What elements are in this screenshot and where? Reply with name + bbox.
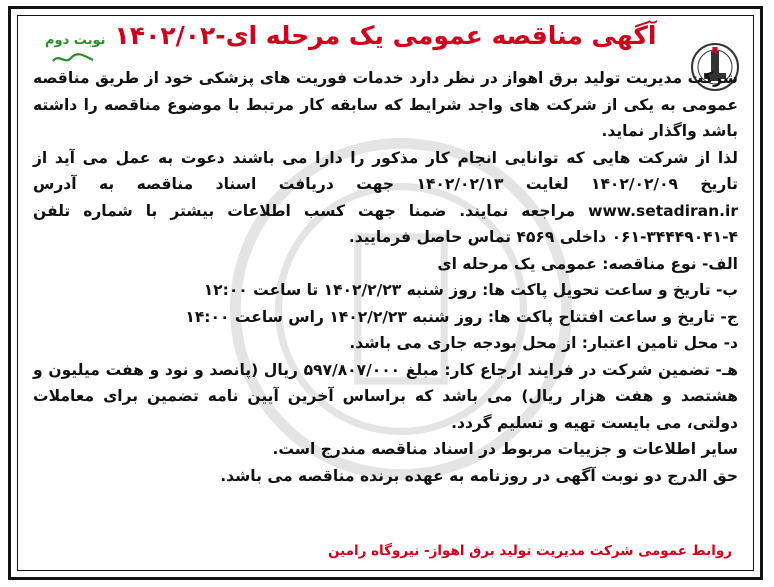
notice-header <box>11 19 760 65</box>
paragraph-intro: شرکت مدیریت تولید برق اهواز در نظر دارد خدمات فوریت های پزشکی خود از طریق مناقصه عمومی به یکی از شرکت های واجد شرایط که سابقه کار مرتبط با موضوع مناقصه را داشته باشد واگذار نماید. <box>33 69 738 140</box>
paragraph-other-info: سایر اطلاعات و جزییات مربوط در اسناد مناقصه مندرج است. <box>272 440 738 458</box>
green-swirl-icon <box>51 53 95 65</box>
public-relations-signature: روابط عمومی شرکت مدیریت تولید برق اهواز- نیروگاه رامین <box>327 543 732 559</box>
item-delivery-time: ب- تاریخ و ساعت تحویل پاکت ها: روز شنبه ۱۴۰۲/۲/۲۳ تا ساعت ۱۲:۰۰ <box>203 281 738 299</box>
round-label: نوبت دوم <box>45 33 106 48</box>
item-tender-type: الف- نوع مناقصه: عمومی یک مرحله ای <box>437 254 738 273</box>
paragraph-invitation: لذا از شرکت هایی که توانایی انجام کار مذکور را دارا می باشند دعوت به عمل می آید از تاریخ ۱۴۰۲/۰۲/۰۹ لغایت ۱۴۰۲/۰۲/۱۳ جهت دریافت اسناد مناقصه به آدرس www.setadiran.ir مراجعه نمایند. ضمنا جهت کسب اطلاعات بیشتر با شماره تلفن ۴-۳۴۴۴۹۰۴۱-۰۶۱ داخلی ۴۵۶۹ تماس حاصل فرمایید. <box>33 148 738 246</box>
item-funding-source: د- محل تامین اعتبار: از محل بودجه جاری می باشد. <box>349 334 738 352</box>
notice-title: آگهی مناقصه عمومی یک مرحله ای-۱۴۰۲/۰۲ <box>114 21 657 50</box>
item-guarantee: هـ- تضمین شرکت در فرایند ارجاع کار: مبلغ ۵۹۷/۸۰۷/۰۰۰ ریال (پانصد و نود و هفت میلیون و هشتصد و هفت هزار ریال) می باشد که براساس آخرین آیین نامه تضمین برای معاملات دولتی، می بایست تهیه و تسلیم گردد. <box>33 360 738 432</box>
item-opening-time: ج- تاریخ و ساعت افتتاح پاکت ها: روز شنبه ۱۴۰۲/۲/۲۳ راس ساعت ۱۴:۰۰ <box>185 307 738 326</box>
notice-body <box>33 65 738 489</box>
notice-frame <box>8 6 763 580</box>
paragraph-ad-fee: حق الدرج دو نوبت آگهی در روزنامه به عهده برنده مناقصه می باشد. <box>220 466 738 485</box>
